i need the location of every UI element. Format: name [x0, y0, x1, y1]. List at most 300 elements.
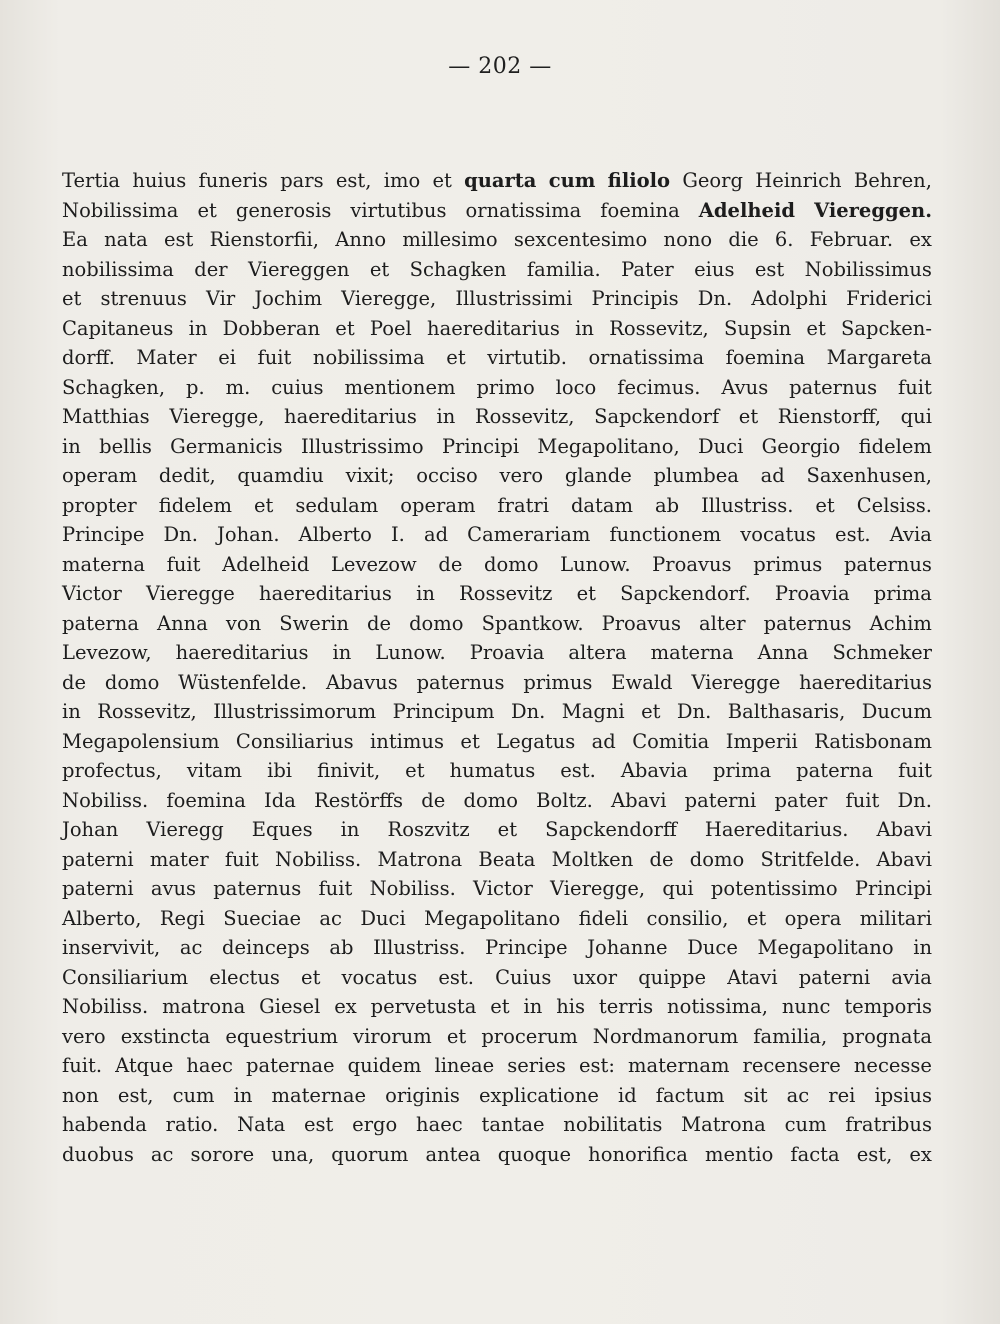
word: familia,	[753, 1024, 828, 1048]
word: quippe	[638, 965, 706, 989]
word: fidelem	[858, 434, 932, 458]
word: Megapolitano,	[537, 434, 680, 458]
word: ipsius	[874, 1083, 932, 1107]
word: vocatus	[740, 523, 816, 546]
text-line	[62, 579, 932, 609]
word: ab	[654, 493, 680, 517]
word: fuit	[845, 788, 880, 812]
word: pervetusta	[370, 995, 477, 1018]
word: vitam	[186, 759, 243, 782]
word: militari	[859, 906, 932, 930]
word: nobilissima	[312, 346, 425, 369]
word: electus	[209, 965, 280, 989]
word: ergo	[352, 1113, 398, 1136]
word: Moltken	[551, 847, 634, 871]
word: fecimus.	[617, 375, 701, 399]
word: Rossevitz,	[97, 700, 197, 723]
word: Megapolensium	[62, 729, 220, 753]
word: Principis	[591, 287, 679, 310]
word: in	[62, 700, 81, 723]
word: et	[62, 287, 82, 310]
word: honorifica	[588, 1142, 688, 1166]
word: Rienstorff,	[777, 405, 882, 428]
word: avia	[891, 965, 932, 989]
word: haereditarius	[427, 316, 560, 340]
word: Restörffs	[314, 788, 404, 812]
word: Atavi	[727, 965, 778, 989]
word: materna	[650, 641, 734, 664]
word: pater	[774, 788, 828, 812]
word: nobilissima	[62, 257, 174, 281]
word: quarta	[464, 169, 537, 192]
word: est	[304, 1113, 334, 1136]
word: ratio.	[165, 1113, 219, 1136]
word: Boltz.	[536, 788, 593, 812]
word: fratribus	[845, 1113, 932, 1136]
word: est	[754, 257, 785, 281]
word: quoque	[497, 1142, 572, 1166]
word: von	[225, 611, 262, 635]
word: Spantkow.	[481, 611, 584, 635]
word: virorum	[353, 1024, 432, 1048]
text-line	[62, 933, 932, 963]
word: Nata	[237, 1113, 286, 1136]
word: in	[62, 434, 81, 458]
text-line	[62, 668, 932, 698]
word: facta	[790, 1142, 840, 1166]
word: Nobilissima	[62, 198, 179, 222]
text-line	[62, 373, 932, 403]
word: et	[432, 169, 452, 192]
word: antea	[425, 1142, 481, 1166]
word: Regi	[159, 906, 205, 930]
body-text	[62, 166, 932, 1169]
word: Adolphi	[751, 287, 828, 310]
word: Poel	[369, 316, 412, 340]
word: finivit,	[317, 759, 381, 782]
word: plumbea	[653, 464, 739, 487]
text-line	[62, 284, 932, 314]
word: bellis	[99, 434, 152, 458]
word: 6.	[774, 228, 794, 251]
word: et	[815, 493, 835, 517]
word: Vieregge,	[550, 877, 646, 900]
word: Celsiss.	[856, 493, 932, 517]
word: paternus	[416, 670, 505, 694]
word: funeris	[198, 169, 268, 192]
word: Imperii	[725, 729, 798, 753]
word: Rossevitz	[459, 582, 553, 605]
word: Principi	[441, 434, 520, 458]
word: in	[340, 818, 360, 841]
word: et	[738, 405, 759, 428]
word: ab	[329, 936, 354, 959]
word: factum	[655, 1083, 725, 1107]
word: Eques	[251, 818, 313, 841]
word: lineae	[434, 1054, 495, 1077]
word: Georgio	[761, 434, 841, 458]
word: domo	[463, 788, 518, 812]
word: in	[913, 936, 932, 959]
word: Ratisbonam	[814, 729, 932, 753]
word: ac	[786, 1083, 810, 1107]
word: Februar.	[809, 228, 894, 251]
word: est	[164, 228, 194, 251]
word: haereditarius	[799, 670, 932, 694]
word: qui	[900, 405, 932, 428]
text-line	[62, 343, 932, 373]
word: foemina	[166, 788, 246, 812]
word: Pater	[621, 257, 674, 281]
text-line	[62, 550, 932, 580]
word: rei	[828, 1083, 856, 1107]
word: sedulam	[295, 493, 379, 517]
word: Abavus	[325, 670, 398, 694]
word: Duce	[687, 936, 738, 959]
word: et	[460, 729, 480, 753]
word: eius	[694, 257, 735, 281]
word: et	[806, 316, 826, 340]
word: de	[62, 670, 87, 694]
word: Lunow.	[560, 552, 631, 576]
word: in	[436, 405, 456, 428]
word: Vieregge,	[341, 287, 437, 310]
word: Consiliarium	[62, 965, 189, 989]
word: Consiliarius	[235, 729, 354, 753]
text-line	[62, 697, 932, 727]
word: de	[367, 611, 392, 635]
word: Victor	[62, 582, 122, 605]
word: p.	[186, 375, 205, 399]
word: Ewald	[611, 670, 673, 694]
word: ad	[591, 729, 616, 753]
word: fuit.	[62, 1054, 103, 1077]
word: tantae	[481, 1113, 545, 1136]
word: Sapcken-	[841, 316, 932, 340]
text-line	[62, 1081, 932, 1111]
word: est:	[578, 1054, 615, 1077]
word: Proavia	[469, 641, 545, 664]
word: Avus	[721, 375, 769, 399]
word: datam	[570, 493, 634, 517]
text-line	[62, 461, 932, 491]
word: prima	[873, 582, 932, 605]
word: paterna	[796, 759, 874, 782]
text-line	[62, 1140, 932, 1170]
word: haec	[186, 1054, 233, 1077]
word: Principi	[854, 877, 932, 900]
word: Cuius	[495, 965, 552, 989]
word: ac	[319, 906, 342, 930]
word: nunc	[781, 995, 831, 1018]
word: paterni	[798, 965, 871, 989]
word: Matrona	[377, 847, 463, 871]
word: Atque	[115, 1054, 174, 1077]
word: die	[728, 228, 759, 251]
word: Abavi	[876, 847, 932, 871]
word: consilio,	[646, 906, 729, 930]
word: ex	[334, 995, 357, 1018]
word: ex	[909, 228, 932, 251]
word: glande	[564, 464, 632, 487]
text-line	[62, 638, 932, 668]
word: inservivit,	[62, 936, 161, 959]
word: virtutibus	[350, 198, 447, 222]
text-line	[62, 845, 932, 875]
word: Nobiliss.	[369, 877, 456, 900]
word: procerum	[481, 1024, 578, 1048]
word: ornatissima	[465, 198, 582, 222]
word: exstincta	[120, 1024, 211, 1048]
word: Matthias	[62, 405, 150, 428]
word: millesimo	[402, 228, 498, 251]
word: Ea	[62, 228, 88, 251]
word: et	[746, 906, 767, 930]
word: Legatus	[496, 729, 576, 753]
word: paternus	[789, 375, 878, 399]
text-line	[62, 1022, 932, 1052]
word: qui	[662, 877, 694, 900]
word: originis	[385, 1083, 460, 1107]
word: paterni	[684, 788, 757, 812]
word: vixit;	[345, 464, 395, 487]
word: Friderici	[846, 287, 932, 310]
word: sexcentesimo	[513, 228, 648, 251]
text-line	[62, 904, 932, 934]
word: habenda	[62, 1113, 147, 1136]
word: Duci	[697, 434, 744, 458]
word: est,	[117, 1083, 154, 1107]
word: Nordmanorum	[592, 1024, 739, 1048]
word: haereditarius	[284, 405, 417, 428]
word: in	[233, 1083, 253, 1107]
word: dorff.	[62, 346, 115, 369]
word: de	[421, 788, 446, 812]
text-line	[62, 963, 932, 993]
word: virtutib.	[487, 346, 567, 369]
word: Comitia	[632, 729, 710, 753]
word: generosis	[235, 198, 332, 222]
word: paterna	[62, 611, 139, 635]
word: Vir	[205, 287, 236, 310]
word: ei	[218, 346, 237, 369]
word: Rienstorfii,	[209, 228, 319, 251]
word: Lunow.	[375, 641, 446, 664]
word: domo	[689, 847, 745, 871]
word: haereditarius	[175, 641, 309, 664]
word: et	[253, 493, 274, 517]
word: domo	[409, 611, 464, 635]
word: Dobberan	[222, 316, 321, 340]
word: Swerin	[279, 611, 349, 635]
word: cum	[172, 1083, 215, 1107]
word: Dn.	[897, 788, 932, 812]
word: terris	[598, 995, 654, 1018]
word: operam	[400, 493, 476, 517]
word: fuit	[898, 375, 932, 399]
word: Schmeker	[832, 641, 932, 664]
word: Giesel	[259, 995, 321, 1018]
word: Margareta	[826, 346, 932, 369]
word: cum	[548, 169, 596, 192]
word: domo	[484, 552, 539, 576]
word: Abavia	[620, 759, 688, 782]
word: fuit	[257, 346, 292, 369]
word: Vieregge	[691, 670, 781, 694]
word: Illustrissimo	[301, 434, 424, 458]
word: Georg	[682, 169, 743, 192]
text-line	[62, 609, 932, 639]
word: Roszvitz	[387, 818, 470, 841]
word: I.	[390, 523, 405, 546]
word: Nobiliss.	[62, 995, 149, 1018]
word: et	[641, 700, 661, 723]
text-line	[62, 402, 932, 432]
word: Schagken	[409, 257, 507, 281]
word: recensere	[742, 1054, 841, 1077]
word: paterni	[62, 877, 134, 900]
word: id	[618, 1083, 637, 1107]
word: prognata	[842, 1024, 932, 1048]
word: Avia	[889, 523, 932, 546]
word: fuit	[224, 847, 259, 871]
word: Johan.	[217, 523, 280, 546]
word: maternae	[271, 1083, 367, 1107]
word: familia.	[526, 257, 601, 281]
word: paternae	[246, 1054, 335, 1077]
word: primo	[476, 375, 535, 399]
text-line	[62, 166, 932, 196]
word: Anna	[757, 641, 809, 664]
word: Tertia	[62, 169, 121, 192]
word: uxor	[572, 965, 618, 989]
text-line	[62, 491, 932, 521]
word: nata	[104, 228, 148, 251]
word: Illustriss.	[701, 493, 794, 517]
word: duobus	[62, 1142, 134, 1166]
word: humatus	[449, 759, 536, 782]
word: Sapckendorf	[594, 405, 720, 428]
word: Illustriss.	[373, 936, 466, 959]
word: est.	[560, 759, 596, 782]
word: una,	[271, 1142, 315, 1166]
word: potentissimo	[710, 877, 838, 900]
word: necesse	[853, 1054, 932, 1077]
word: Abavi	[876, 818, 932, 841]
word: sorore	[190, 1142, 255, 1166]
word: ad	[423, 523, 449, 546]
word: equestrium	[225, 1024, 338, 1048]
word: vero	[62, 1024, 106, 1048]
word: Nobilissimus	[804, 257, 932, 281]
word: ex	[909, 1142, 932, 1166]
word: in	[416, 582, 435, 605]
text-line	[62, 727, 932, 757]
word: Sapckendorff	[545, 818, 677, 841]
text-line	[62, 196, 932, 226]
word: vero	[499, 464, 544, 487]
word: mater	[149, 847, 209, 871]
word: Sapckendorf.	[620, 582, 751, 605]
word: Levezow,	[62, 641, 152, 664]
text-line	[62, 815, 932, 845]
word: Vieregge,	[169, 405, 265, 428]
word: quidem	[347, 1054, 422, 1077]
word: in	[188, 316, 208, 340]
word: Capitaneus	[62, 316, 174, 340]
word: Viereggen	[248, 257, 350, 281]
word: Johanne	[587, 936, 668, 959]
word: filiolo	[607, 169, 671, 192]
word: fuit	[318, 877, 353, 900]
word: et	[335, 316, 355, 340]
word: Alberto,	[62, 906, 142, 930]
word: paterni	[62, 847, 134, 871]
word: Jochim	[254, 287, 323, 310]
word: Dn.	[697, 287, 733, 310]
word: propter	[62, 493, 137, 517]
word: prima	[712, 759, 772, 782]
word: profectus,	[62, 759, 162, 782]
word: quorum	[331, 1142, 409, 1166]
word: Beata	[478, 847, 536, 871]
word: Behren,	[853, 169, 932, 192]
word: Johan	[62, 818, 119, 841]
word: mentio	[704, 1142, 774, 1166]
word: ac	[150, 1142, 174, 1166]
word: notissima,	[667, 995, 768, 1018]
word: in	[523, 995, 543, 1018]
word: Dn.	[510, 700, 546, 723]
word: strenuus	[100, 287, 187, 310]
word: alter	[699, 611, 746, 635]
text-line	[62, 255, 932, 285]
word: Nobiliss.	[275, 847, 362, 871]
word: Principe	[485, 936, 568, 959]
word: Wüstenfelde.	[178, 670, 308, 694]
word: Camerariam	[467, 523, 591, 546]
word: Anno	[335, 228, 387, 251]
word: materna	[62, 552, 145, 576]
word: intimus	[370, 729, 444, 753]
word: loco	[555, 375, 597, 399]
word: Proavia	[774, 582, 850, 605]
word: primus	[753, 552, 823, 576]
word: Ida	[264, 788, 296, 812]
word: Balthasaris,	[727, 700, 846, 723]
word: altera	[568, 641, 627, 664]
word: et	[497, 818, 518, 841]
word: Proavus	[652, 552, 732, 576]
word: et	[369, 257, 390, 281]
word: fuit	[898, 759, 932, 782]
word: Abavi	[611, 788, 667, 812]
word: Supsin	[723, 316, 792, 340]
word: in	[332, 641, 352, 664]
word: nobilitatis	[563, 1113, 663, 1136]
text-line	[62, 1110, 932, 1140]
word: m.	[225, 375, 251, 399]
word: Nobiliss.	[62, 788, 149, 812]
word: Viereggen.	[814, 198, 932, 222]
word: Saxenhusen,	[806, 464, 932, 487]
word: et	[446, 1024, 467, 1048]
word: occiso	[416, 464, 478, 487]
word: cuius	[271, 375, 324, 399]
word: de	[649, 847, 674, 871]
word: Vieregg	[146, 818, 224, 841]
word: Adelheid	[222, 552, 310, 576]
